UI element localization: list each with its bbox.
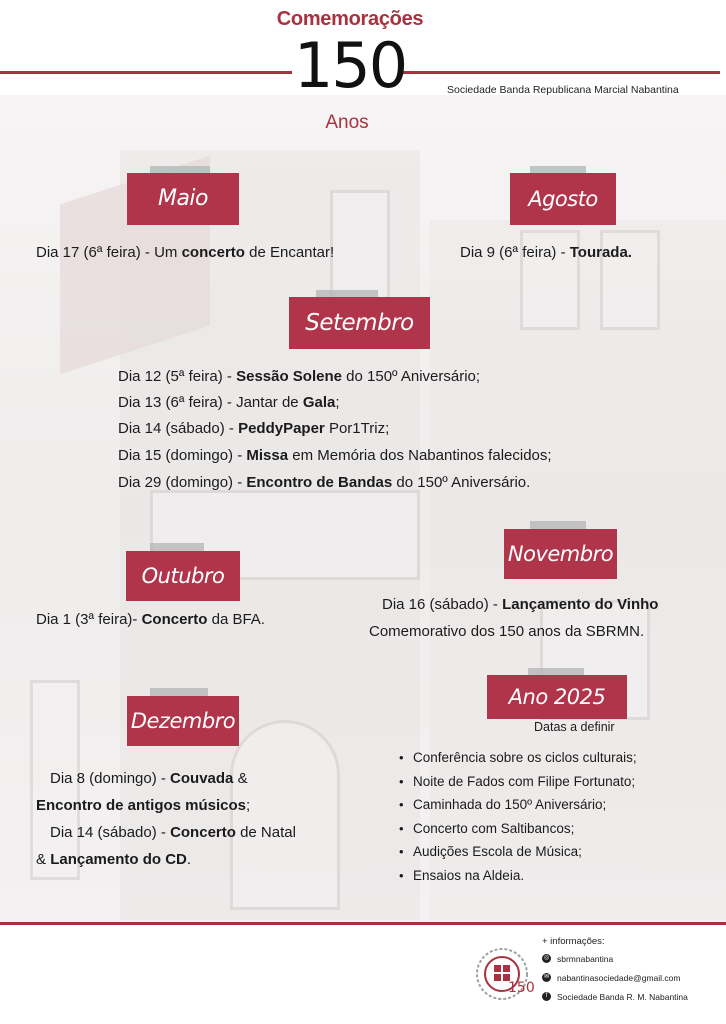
- list-item: • Conferência sobre os ciclos culturais;: [399, 746, 637, 770]
- list-item: • Noite de Fados com Filipe Fortunato;: [399, 770, 637, 794]
- contact-email[interactable]: ✉ nabantinasociedade@gmail.com: [543, 972, 681, 983]
- society-name: Sociedade Banda Republicana Marcial Nabantina: [447, 84, 679, 96]
- logo-number: 150: [508, 980, 535, 996]
- society-logo: [472, 946, 535, 1006]
- list-item: • Audições Escola de Música;: [399, 840, 637, 864]
- badge-ano-2025: Ano 2025: [487, 675, 627, 719]
- setembro-item-4: Dia 15 (domingo) - Missa em Memória dos Nabantinos falecidos;: [118, 447, 552, 464]
- badge-maio: Maio: [127, 173, 239, 225]
- contact-instagram[interactable]: ◎ sbrmnabantina: [543, 953, 614, 964]
- info-title: + informações:: [542, 936, 605, 947]
- badge-outubro: Outubro: [126, 551, 240, 601]
- setembro-item-5: Dia 29 (domingo) - Encontro de Bandas do 150º Aniversário.: [118, 474, 531, 491]
- dezembro-line-4: & Lançamento do CD.: [36, 851, 192, 868]
- contact-facebook[interactable]: f Sociedade Banda R. M. Nabantina: [542, 987, 688, 1006]
- badge-agosto: Agosto: [510, 173, 616, 225]
- title-anos: Anos: [325, 112, 369, 133]
- agosto-text: Dia 9 (6ª feira) - Tourada.: [460, 244, 632, 261]
- email-icon: ✉: [543, 974, 550, 980]
- facebook-icon: f: [542, 992, 551, 1001]
- outubro-text: Dia 1 (3ª feira)- Concerto da BFA.: [36, 611, 265, 628]
- maio-text: Dia 17 (6ª feira) - Um concerto de Encantar!: [36, 244, 335, 261]
- list-item: • Ensaios na Aldeia.: [399, 864, 637, 888]
- badge-setembro: Setembro: [289, 297, 430, 349]
- instagram-icon: ◎: [543, 955, 550, 961]
- setembro-item-3: Dia 14 (sábado) - PeddyPaper Por1Triz;: [118, 420, 390, 437]
- badge-novembro: Novembro: [504, 529, 617, 579]
- list-item: • Concerto com Saltibancos;: [399, 817, 637, 841]
- novembro-text-line2: Comemorativo dos 150 anos da SBRMN.: [369, 623, 645, 640]
- ano2025-subtitle: Datas a definir: [534, 720, 615, 734]
- setembro-item-2: Dia 13 (6ª feira) - Jantar de Gala;: [118, 394, 340, 411]
- list-item: • Caminhada do 150º Aniversário;: [399, 793, 637, 817]
- title-150: 150: [293, 29, 407, 102]
- ano2025-list: [399, 746, 637, 887]
- dezembro-line-2: Encontro de antigos músicos;: [36, 797, 251, 814]
- footer-rule: [0, 922, 726, 925]
- dezembro-line-1: Dia 8 (domingo) - Couvada &: [50, 770, 248, 787]
- badge-dezembro: Dezembro: [127, 696, 239, 746]
- contact-info: [542, 936, 688, 1006]
- dezembro-line-3: Dia 14 (sábado) - Concerto de Natal: [50, 824, 296, 841]
- novembro-text-line1: Dia 16 (sábado) - Lançamento do Vinho: [382, 596, 659, 613]
- title-comemoracoes: Comemorações: [276, 8, 424, 30]
- setembro-item-1: Dia 12 (5ª feira) - Sessão Solene do 150º Aniversário;: [118, 368, 481, 385]
